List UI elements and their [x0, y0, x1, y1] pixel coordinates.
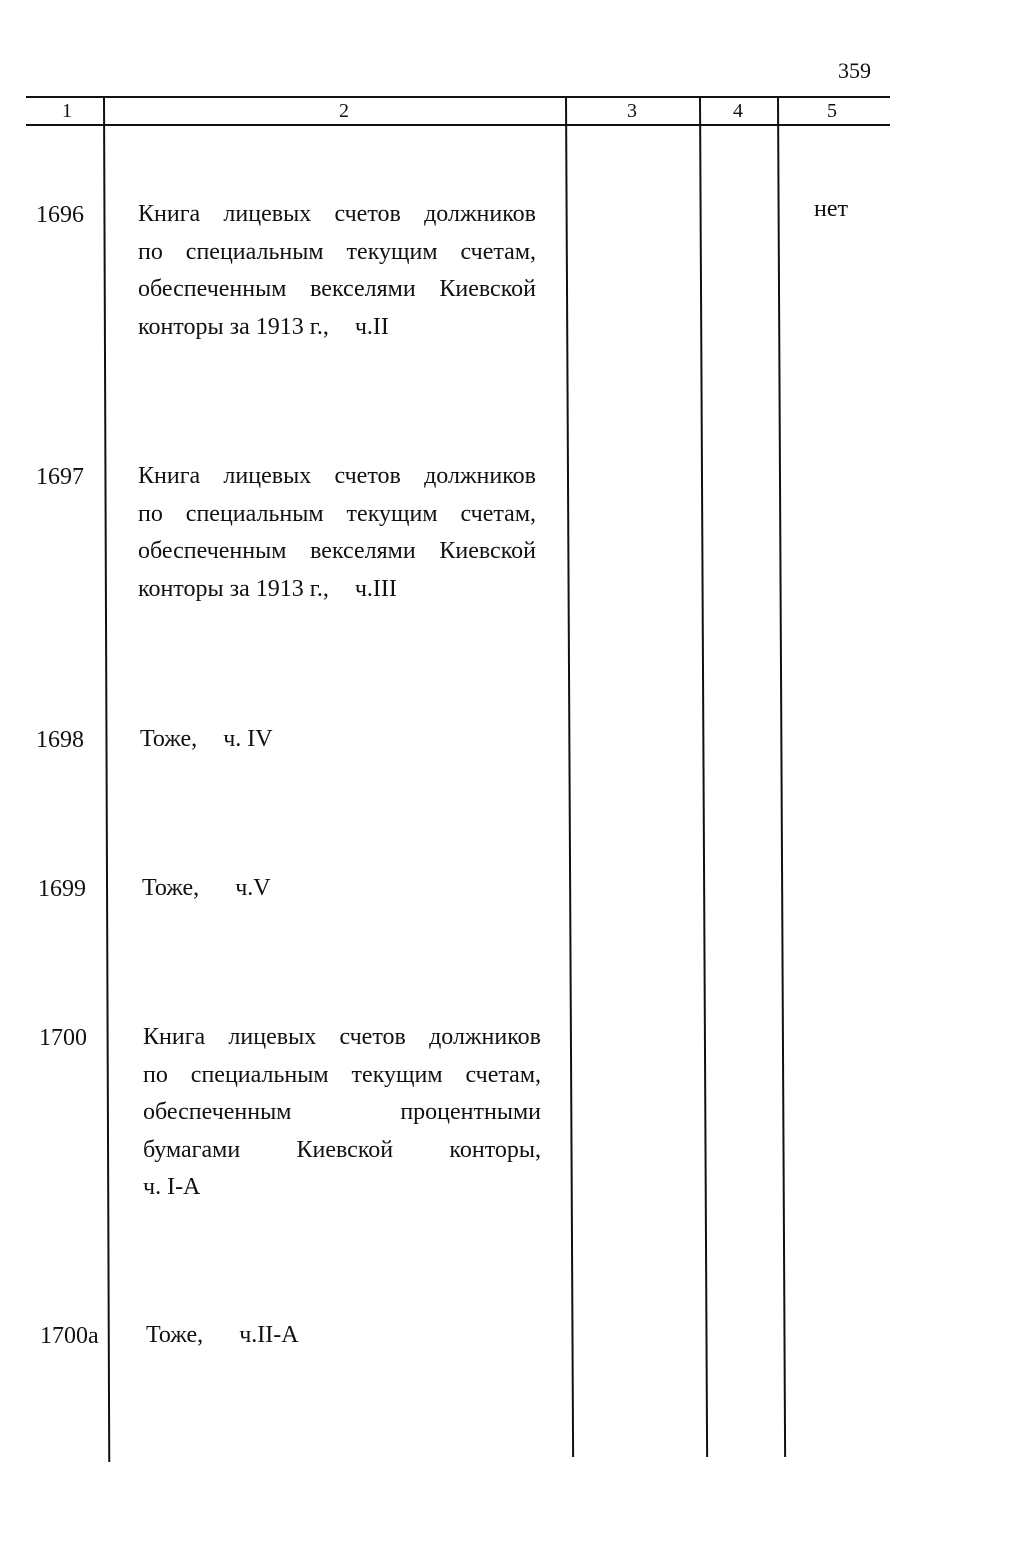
- entry-description: [140, 721, 538, 759]
- description-line-with-part: [140, 721, 538, 759]
- entry-number: 1697: [36, 464, 84, 490]
- entry-number: 1699: [38, 876, 86, 902]
- column-header-3: 3: [627, 100, 637, 122]
- description-line-with-part: [138, 571, 536, 609]
- description-line: ч. I-А: [143, 1174, 201, 1200]
- availability-note: нет: [814, 196, 848, 222]
- entry-description: [143, 1019, 541, 1207]
- description-line: обеспеченным векселями Киевской: [138, 276, 536, 302]
- description-line: конторы за 1913 г.,: [138, 313, 329, 340]
- column-divider-4: [777, 97, 786, 1457]
- description-text: Тоже,: [140, 726, 198, 752]
- column-divider-3: [699, 97, 708, 1457]
- entry-description: [146, 1317, 544, 1355]
- description-line-with-part: [146, 1317, 544, 1355]
- part-label: ч.III: [354, 575, 397, 602]
- column-divider-2: [565, 97, 574, 1457]
- description-line: по специальным текущим счетам,: [143, 1061, 541, 1088]
- page-number: 359: [838, 58, 871, 83]
- column-divider-1: [103, 97, 110, 1462]
- entry-number: 1700а: [40, 1323, 99, 1349]
- description-line-with-part: [142, 870, 540, 908]
- part-label: ч.II-А: [239, 1322, 299, 1348]
- description-line: Книга лицевых счетов должников: [143, 1024, 541, 1050]
- entry-number: 1696: [36, 202, 84, 228]
- column-header-1: 1: [62, 100, 72, 122]
- entry-description: [138, 196, 536, 346]
- description-line: бумагами Киевской конторы,: [143, 1136, 541, 1163]
- part-label: ч.II: [354, 313, 389, 340]
- entry-number: 1700: [39, 1025, 87, 1051]
- entry-description: [142, 870, 540, 908]
- column-header-2: 2: [339, 100, 349, 122]
- description-line: Книга лицевых счетов должников: [138, 201, 536, 227]
- description-line: по специальным текущим счетам,: [138, 238, 536, 265]
- description-text: Тоже,: [146, 1322, 204, 1348]
- part-label: ч.V: [235, 875, 271, 901]
- column-header-5: 5: [827, 100, 837, 122]
- description-text: Тоже,: [142, 875, 200, 901]
- column-header-4: 4: [733, 100, 743, 122]
- entry-description: [138, 458, 536, 608]
- header-bottom-rule: [26, 124, 890, 126]
- description-line: обеспеченным векселями Киевской: [138, 538, 536, 564]
- entry-number: 1698: [36, 727, 84, 753]
- header-top-rule: [26, 96, 890, 98]
- description-line: по специальным текущим счетам,: [138, 500, 536, 527]
- description-line: конторы за 1913 г.,: [138, 575, 329, 602]
- description-line-with-part: [138, 309, 536, 347]
- description-line: Книга лицевых счетов должников: [138, 463, 536, 489]
- part-label: ч. IV: [223, 726, 273, 752]
- description-line: обеспеченным процентными: [143, 1099, 541, 1125]
